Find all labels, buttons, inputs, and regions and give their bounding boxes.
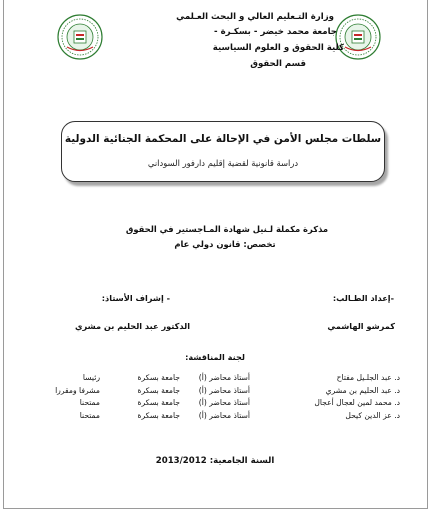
member-name: د. عز الدين كيحل	[345, 410, 400, 420]
member-rank: أستاذ محاضر (أ)	[198, 398, 250, 407]
member-university: جامعة بسكرة	[137, 373, 180, 382]
supervisor-name: الدكتور عبد الحليم بن مشري	[75, 321, 190, 331]
member-role: مشرفا ومقررا	[55, 385, 100, 395]
supervision-label: - إشراف الأستاذ:	[101, 293, 170, 303]
committee-member	[40, 372, 400, 385]
committee-list	[40, 372, 400, 422]
member-rank: أستاذ محاضر (أ)	[198, 410, 250, 420]
thesis-title-box	[61, 121, 385, 182]
prepared-by-label: -إعداد الطـالب:	[332, 293, 394, 303]
member-role: ممتحنا	[79, 410, 100, 420]
department-line: قسم الحقوق	[250, 59, 306, 69]
member-name: د. عبد الجلـيل مفتاح	[336, 373, 400, 382]
university-line: جامعة محمد خيضر - بسكـرة -	[214, 27, 337, 37]
institution-header	[142, 10, 344, 70]
member-role: ممتحنا	[79, 398, 100, 407]
member-university: جامعة بسكرة	[137, 398, 180, 407]
member-name: د. محمد لمين لعجال أعجال	[314, 398, 400, 407]
academic-year: السنة الجامعية: 2013/2012	[155, 456, 275, 466]
thesis-subtitle: دراسة قانونية لقضية إقليم دارفور السوداني	[147, 158, 299, 168]
committee-title: لجنة المناقشة:	[185, 352, 245, 362]
memo-line: مذكرة مكملة لـنيل شهادة المـاجستير في الحقوق	[125, 224, 329, 234]
thesis-title: سلطات مجلس الأمن في الإحالة على المحكمة الجنائية الدولية	[64, 133, 382, 145]
student-name: كمرشو الهاشمي	[327, 321, 395, 331]
member-rank: أستاذ محاضر (أ)	[198, 385, 250, 395]
committee-member	[40, 385, 400, 398]
member-university: جامعة بسكرة	[137, 410, 180, 420]
member-university: جامعة بسكرة	[137, 385, 180, 395]
committee-member	[40, 397, 400, 410]
ministry-line: وزارة التـعليم العالي و البحث العـلمي	[176, 12, 334, 22]
specialty-line: تخصص: قانون دولي عام	[174, 239, 276, 249]
university-seal-icon	[57, 14, 103, 60]
faculty-line: كلية الحقوق و العلوم السياسية	[212, 43, 344, 53]
page-border	[3, 0, 428, 509]
member-rank: أستاذ محاضر (أ)	[198, 373, 250, 382]
committee-member	[40, 410, 400, 423]
member-role: رئيسا	[82, 373, 100, 382]
member-name: د. عبد الحليم بن مشري	[325, 385, 400, 395]
